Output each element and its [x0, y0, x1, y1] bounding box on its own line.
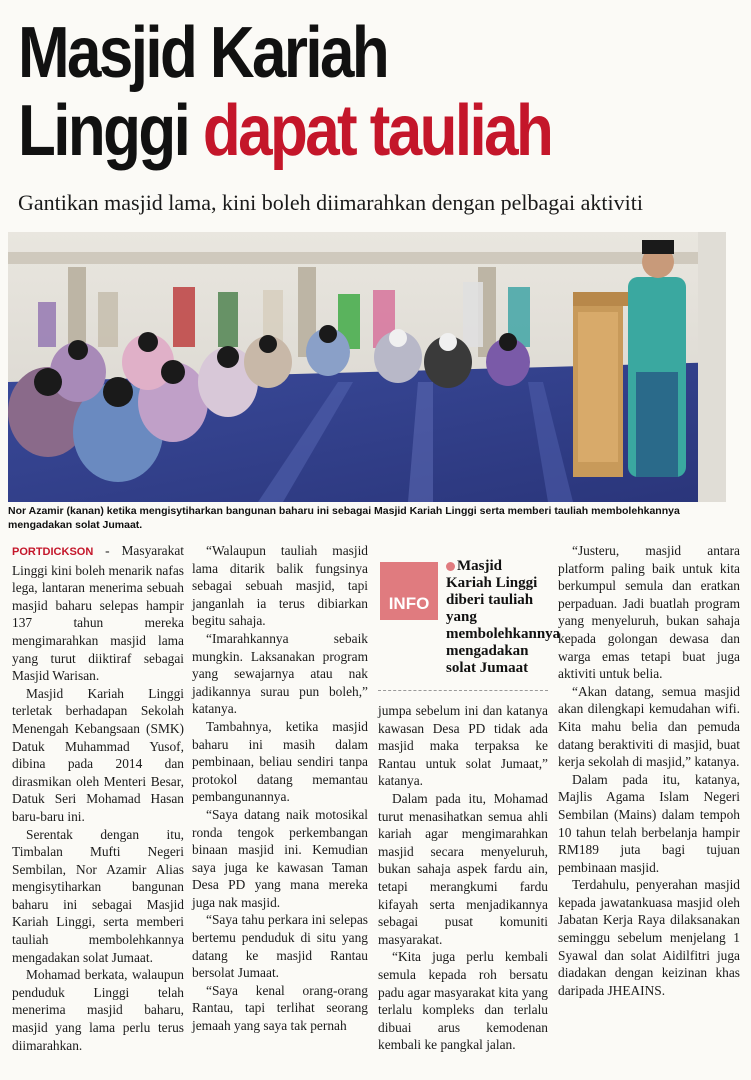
headline-line-2	[18, 92, 637, 170]
article-paragraph: “Imarahkannya sebaik mungkin. Laksanakan program yang sewajarnya atau nak jadikannya surau pun boleh,” katanya.	[192, 630, 368, 717]
info-badge: INFO	[380, 562, 438, 620]
article-column-2	[192, 542, 368, 1035]
article-paragraph: “Justeru, masjid antara platform paling baik untuk kita berkumpul semula dan eratkan perpaduan. Jadi buatlah program yang menyeluruh, bukan sahaja kepada golongan dewasa dan warga emas tetapi buat juga aktiviti untuk belia.	[558, 543, 740, 682]
article-paragraph: “Walaupun tauliah masjid lama ditarik balik fungsinya sebagai sebuah masjid, tapi janganlah ia terus dibiarkan begitu sahaja.	[192, 543, 368, 629]
headline	[18, 14, 738, 170]
headline-line-1: Masjid Kariah	[18, 13, 388, 93]
article-paragraph: “Akan datang, semua masjid akan dilengkapi kemudahan wifi. Kita mahu belia dan pemuda datang beraktiviti di masjid, buat kerja sekolah di masjid,” katanya.	[558, 683, 740, 770]
article-photo	[8, 232, 726, 502]
photo-caption: Nor Azamir (kanan) ketika mengisytiharkan bangunan baharu ini sebagai Masjid Kariah Linggi serta memberi tauliah membolehkannya mengadakan solat Jumaat.	[8, 505, 680, 531]
article-paragraph: “Saya tahu perkara ini selepas bertemu penduduk di situ yang datang ke masjid Rantau bersolat Jumaat.	[192, 912, 368, 981]
dateline: PORTDICKSON	[12, 546, 94, 558]
article-paragraph: PORTDICKSON - Masyarakat Linggi kini boleh menarik nafas lega, lantaran menerima sebuah masjid baharu selepas hampir 137 tahun mereka mengimarahkan masjid lama yang turut diiktiraf sebagai Masjid Warisan.	[12, 543, 184, 684]
info-box	[378, 558, 561, 688]
headline-black-word: Linggi	[18, 91, 189, 171]
article-paragraph: Masjid Kariah Linggi terletak berhadapan Sekolah Menengah Kebangsaan (SMK) Datuk Muhammad Yusof, dibina pada 2014 dan dirasmikan oleh Menteri Besar, Datuk Seri Mohamad Hasan baru-baru ini.	[12, 685, 184, 824]
article-column-4	[558, 542, 740, 999]
article-column-1	[12, 542, 184, 1054]
article-paragraph: Terdahulu, penyerahan masjid kepada jawatankuasa masjid oleh Jabatan Kerja Raya dilaksanakan seminggu sebelum menjelang 1 Syawal dan solat Aidilfitri juga diadakan dengan keizinan khas daripada JHEAINS.	[558, 877, 740, 998]
article-paragraph: Mohamad berkata, walaupun penduduk Linggi telah menerima masjid baharu, masjid yang lama perlu terus diimarahkan.	[12, 967, 184, 1053]
subheadline: Gantikan masjid lama, kini boleh diimarahkan dengan pelbagai aktiviti	[18, 190, 643, 215]
article-paragraph: “Saya datang naik motosikal ronda tengok perkembangan binaan masjid ini. Kemudian saya juga ke kawasan Taman Desa PD yang mana mereka juga nak masjid.	[192, 806, 368, 910]
article-paragraph: Tambahnya, ketika masjid baharu ini masih dalam pembinaan, beliau sendiri tanpa protokol datang memantau pembangunannya.	[192, 718, 368, 805]
article-paragraph: “Saya kenal orang-orang Rantau, tapi terlihat seorang jemaah yang saya tak pernah	[192, 982, 368, 1034]
article-paragraph: “Kita juga perlu kembali semula kepada roh bersatu padu agar masyarakat kita yang terlalu kompleks dan terlalu dibuai arus kemodenan kembali ke pangkal jalan.	[378, 949, 548, 1053]
article-paragraph: jumpa sebelum ini dan katanya kawasan Desa PD tidak ada masjid maka terpaksa ke Rantau untuk solat Jumaat,” katanya.	[378, 703, 548, 789]
article-paragraph: Dalam pada itu, katanya, Majlis Agama Islam Negeri Sembilan (Mains) dalam tempoh 10 tahun telah berbelanja hampir RM189 juta bagi tujuan pembinaan masjid.	[558, 771, 740, 875]
article-column-3	[378, 702, 548, 1054]
info-text: Masjid Kariah Linggi diberi tauliah yang membolehkannya mengadakan solat Jumaat	[446, 558, 561, 676]
headline-red-words: dapat tauliah	[202, 91, 552, 171]
article-paragraph: Dalam pada itu, Mohamad turut menasihatkan semua ahli kariah agar mengimarahkan masjid secara menyeluruh, bukan sahaja aspek fardu ain, tetapi merangkumi fardu kifayah serta menjadikannya sebagai pusat komuniti masyarakat.	[378, 790, 548, 947]
bullet-icon	[446, 562, 455, 571]
article-paragraph: Serentak dengan itu, Timbalan Mufti Negeri Sembilan, Nor Azamir Alias mengisytiharkan bangunan baharu ini sebagai Masjid Kariah Linggi, serta memberi tauliah membolehkannya mengadakan solat Jumaat.	[12, 826, 184, 965]
mosque-ceremony-photo	[8, 232, 726, 502]
info-divider	[378, 690, 548, 691]
